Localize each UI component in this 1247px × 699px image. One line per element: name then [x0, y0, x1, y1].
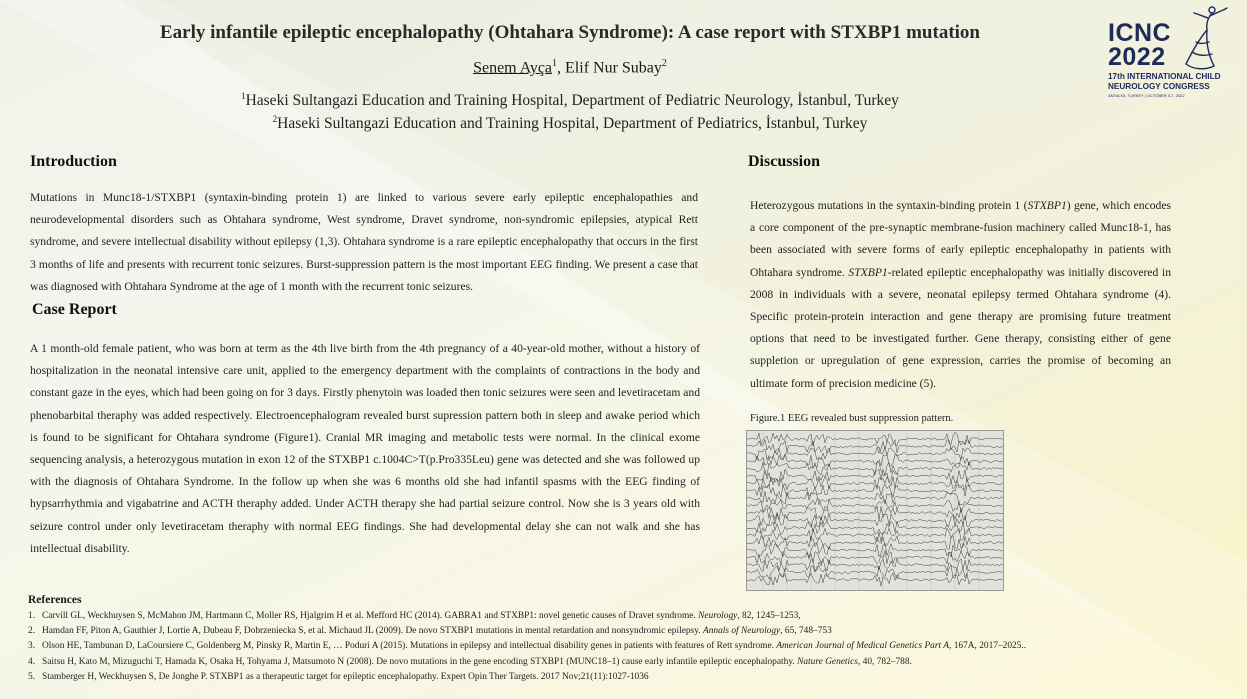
reference-item: 1. Carvill GL, Weckhuysen S, McMahon JM, Hartmann C, Moller RS, Hjalgrim H et al. Mefford HC (2014). GABRA1 and STXBP1: novel genetic causes of Dravet syndrome. Neurology, 82, 1245–1253,	[28, 611, 801, 621]
reference-item: 4. Saitsu H, Kato M, Mizuguchi T, Hamada K, Osaka H, Tohyama J, Matsumoto N (2008). De novo mutations in the gene encoding STXBP1 (MUNC18–1) cause early infantile epileptic encephalopathy. Nature Genetics, 40, 782–788.	[28, 656, 912, 667]
case-report-heading: Case Report	[32, 301, 117, 318]
figure-caption: Figure.1 EEG revealed bust suppression pattern.	[750, 413, 954, 424]
introduction-body: Mutations in Munc18-1/STXBP1 (syntaxin-binding protein 1) are linked to various severe early epileptic encephalopathies and neurodevelopmental disorders such as Ohtahara syndrome, West syndrome, Dravet syndrome, non-syndromic epilepsies, atypical Rett syndrome, and severe intellectual disability without epilepsy (1,3). Ohtahara syndrome is a rare epileptic encephalopathy that occurs in the first 3 months of life and presents with recurrent tonic seizures. Burst-suppression pattern is the most important EEG finding. We present a case that was diagnosed with Ohtahara Syndrome at the age of 1 month with the recurrent tonic seizures.	[30, 191, 698, 293]
author-primary-sup: 1	[552, 58, 558, 69]
logo-line-2: NEUROLOGY CONGRESS	[1108, 82, 1210, 91]
author-line	[90, 58, 1050, 77]
author-secondary: Elif Nur Subay	[565, 59, 662, 77]
eeg-figure-image	[746, 430, 1004, 591]
discussion-heading: Discussion	[748, 153, 821, 170]
poster-title: Early infantile epileptic encephalopathy (Ohtahara Syndrome): A case report with STXBP1 mutation	[160, 22, 980, 43]
logo-line-1: 17th INTERNATIONAL CHILD	[1108, 72, 1221, 81]
logo-line-3: ANTALYA, TURKEY | OCTOBER 3-7, 2022	[1108, 93, 1185, 98]
reference-item: 2. Hamdan FF, Piton A, Gauthier J, Lortie A, Dubeau F, Dobrzeniecka S, et al. Michaud JL (2009). De novo STXBP1 mutations in mental retardation and nonsyndromic epilepsy. Annals of Neurology, 65, 748–753	[28, 626, 832, 637]
congress-logo	[1106, 4, 1242, 98]
author-separator: ,	[557, 59, 566, 77]
logo-year: 2022	[1108, 43, 1166, 71]
affiliation-1: $^1$Haseki Sultangazi Education and Training Hospital, Department of Pediatric Neurology, İstanbul, Turkey	[241, 91, 899, 110]
reference-item: 3. Olson HE, Tambunan D, LaCoursiere C, Goldenberg M, Pinsky R, Martin E, … Poduri A (2015). Mutations in epilepsy and intellectual disability genes in patients with features of Rett syndrome. American Journal of Medical Genetics Part A, 167A, 2017–2025..	[28, 641, 1027, 652]
introduction-heading: Introduction	[30, 153, 117, 170]
case-report-body: A 1 month-old female patient, who was born at term as the 4th live birth from the 4th pregnancy of a 40-year-old mother, without a history of hospitalization in the neonatal intensive care unit, applied to the emergency department with the complaints of contractions in the body and constant gaze in the eyes, which had been going on for 3 days. Firstly phenytoin was loaded then tonic seizures were seen and levetiracetam and phenobarbital theraphy was added respectively. Electroencephalogram revealed burst supression pattern both in sleep and awake period which is found to be significant for Ohtahara syndrome (Figure1). Cranial MR imaging and metabolic tests were normal. In the clinical exome sequencing analysis, a heterozygous mutation in exon 12 of the STXBP1 c.1004C>T(p.Pro335Leu) gene was detected and she was followed up with the diagnosis of Ohtahara Syndrome. In the follow up when she was 6 months old she had infantil spasms with the EEG finding of hypsarrhythmia and vigabatrine and ACTH theraphy added. Under ACTH therapy she had partial seizure control. Now she is 3 years old with seizure control under only levetiracetam theraphy with normal EEG findings. She had developmental delay she can not walk and she has intellectual disability.	[30, 342, 700, 555]
author-primary: Senem Ayça	[473, 59, 553, 77]
references-list	[28, 609, 1218, 685]
author-secondary-sup: 2	[661, 58, 667, 69]
logo-name: ICNC	[1108, 19, 1172, 47]
affiliation-2: $^2$Haseki Sultangazi Education and Training Hospital, Department of Pediatrics, İstanbul, Turkey	[272, 114, 868, 133]
references-heading: References	[28, 594, 82, 606]
reference-item: 5. Stamberger H, Weckhuysen S, De Jonghe P. STXBP1 as a therapeutic target for epileptic encephalopathy. Expert Opin Ther Targets. 2017 Nov;21(11):1027-1036	[28, 671, 649, 682]
eeg-traces	[747, 431, 1003, 590]
discussion-body: Heterozygous mutations in the syntaxin-binding protein 1 (STXBP1) gene, which encodes a core component of the pre-synaptic membrane-fusion machinery called Munc18-1, has been associated with severe forms of early epileptic encephalopathy in patients with Ohtahara syndrome. STXBP1-related epileptic encephalopathy was initially discovered in 2008 in individuals with a severe, neonatal epilepsy termed Ohtahara syndrome (4). Specific protein-protein interaction and gene therapy are promising future treatment options that need to be investigated further. Gene therapy, consisting either of gene suppletion or upregulation of gene expression, carries the promise of becoming an ultimate form of precision medicine (5).	[750, 199, 1171, 390]
whirling-dervish-icon	[1172, 4, 1228, 72]
